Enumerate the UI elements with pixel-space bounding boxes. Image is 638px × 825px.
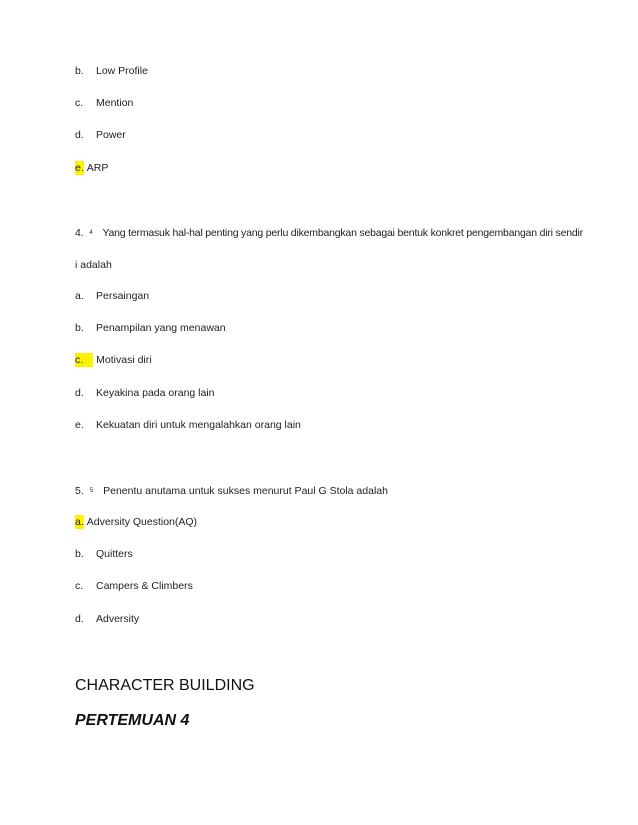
q3-option-d xyxy=(75,128,126,142)
option-text: Adversity Question(AQ) xyxy=(86,516,198,528)
question-text: Penentu anutama untuk sukses menurut Paul G Stola adalah xyxy=(103,485,388,497)
option-letter: c. xyxy=(75,97,84,109)
q4-option-a xyxy=(75,289,149,303)
question-number: 4. xyxy=(75,227,84,239)
option-text: Keyakina pada orang lain xyxy=(96,387,215,399)
highlighted-option-letter: a. xyxy=(75,516,84,528)
q5-option-a-answer xyxy=(75,515,197,529)
q4-question-continued xyxy=(75,258,112,272)
q3-option-e-answer xyxy=(75,161,108,175)
option-text: Power xyxy=(96,129,126,141)
highlighted-option-letter: e. xyxy=(75,162,84,174)
option-text: ARP xyxy=(86,162,109,174)
q3-option-c xyxy=(75,96,133,110)
q4-question xyxy=(75,226,583,240)
option-letter: d. xyxy=(75,387,84,399)
option-letter: b. xyxy=(75,548,84,560)
question-tiny-number: 4 xyxy=(89,230,93,237)
option-text: Quitters xyxy=(96,548,133,560)
highlighted-option-letter: c. xyxy=(75,353,93,367)
option-letter: d. xyxy=(75,129,84,141)
option-letter: d. xyxy=(75,613,84,625)
section-subtitle: PERTEMUAN 4 xyxy=(75,712,190,729)
q4-option-e xyxy=(75,418,301,432)
question-text: Yang termasuk hal-hal penting yang perlu dikembangkan sebagai bentuk konkret pengembangan diri sendir xyxy=(102,227,583,239)
option-text: Persaingan xyxy=(96,290,150,302)
option-letter: b. xyxy=(75,322,84,334)
question-tiny-number: 5 xyxy=(89,488,94,495)
question-number: 5. xyxy=(75,485,84,497)
section-title: CHARACTER BUILDING xyxy=(75,677,255,694)
option-letter: a. xyxy=(75,290,84,302)
q5-option-c xyxy=(75,579,193,593)
q4-option-b xyxy=(75,321,226,335)
q4-option-d xyxy=(75,386,215,400)
q5-option-d xyxy=(75,612,139,626)
option-letter: b. xyxy=(75,65,84,77)
option-letter: e. xyxy=(75,419,84,431)
option-text: Campers & Climbers xyxy=(96,580,193,592)
q5-question xyxy=(75,484,388,498)
option-text: Penampilan yang menawan xyxy=(96,322,226,334)
option-text: Adversity xyxy=(96,613,140,625)
option-text: Kekuatan diri untuk mengalahkan orang lain xyxy=(96,419,301,431)
q4-option-c-answer xyxy=(75,353,152,367)
option-text: Motivasi diri xyxy=(96,354,152,366)
q5-option-b xyxy=(75,547,133,561)
option-text: Mention xyxy=(96,97,134,109)
q3-option-b xyxy=(75,64,148,78)
option-letter: c. xyxy=(75,580,84,592)
question-text-continued: i adalah xyxy=(75,259,112,271)
option-text: Low Profile xyxy=(96,65,148,77)
